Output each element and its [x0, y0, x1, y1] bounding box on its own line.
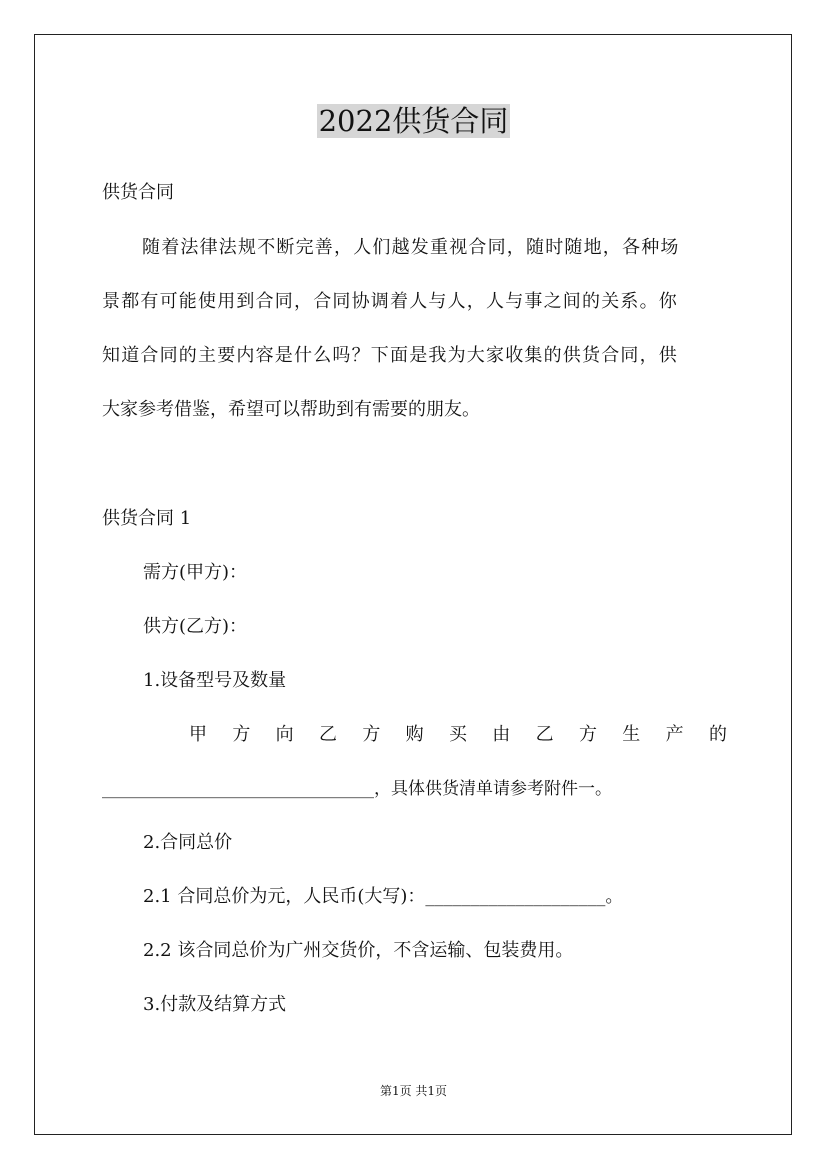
clause-1-char: 生	[622, 724, 641, 745]
clause-1-char: 乙	[535, 724, 554, 745]
clause-1-char: 方	[232, 724, 251, 745]
intro-line-4: 大家参考借鉴，希望可以帮助到有需要的朋友。	[102, 399, 480, 420]
document-heading: 供货合同	[102, 182, 174, 203]
page-footer: 第1页 共1页	[379, 1084, 448, 1098]
clause-1-char: 向	[275, 724, 294, 745]
clause-1-text	[189, 722, 727, 748]
intro-line-3: 知道合同的主要内容是什么吗？下面是我为大家收集的供货合同，供	[102, 345, 678, 366]
party-a-label: 需方(甲方)：	[143, 562, 248, 583]
clause-1-char: 由	[492, 724, 511, 745]
clause-2-2: 2.2 该合同总价为广州交货价，不含运输、包装费用。	[143, 940, 574, 961]
clause-1-char: 买	[448, 724, 467, 745]
clause-1-title: 1.设备型号及数量	[143, 670, 287, 691]
section-title: 供货合同 1	[102, 508, 192, 529]
clause-2-1: 2.1 合同总价为元，人民币(大写)：____________________。	[143, 886, 624, 907]
intro-line-1: 随着法律法规不断完善，人们越发重视合同，随时随地，各种场	[142, 237, 680, 258]
clause-1-char: 方	[362, 724, 381, 745]
clause-3-title: 3.付款及结算方式	[143, 994, 287, 1015]
intro-line-2: 景都有可能使用到合同，合同协调着人与人，人与事之间的关系。你	[102, 291, 678, 312]
clause-1-char: 乙	[318, 724, 337, 745]
clause-1-char: 方	[578, 724, 597, 745]
clause-1-char: 的	[708, 724, 727, 745]
clause-1-char: 购	[405, 724, 424, 745]
document-title-text: 2022供货合同	[318, 104, 509, 138]
party-b-label: 供方(乙方)：	[143, 616, 248, 637]
document-title	[0, 102, 827, 140]
clause-1-char: 产	[665, 724, 684, 745]
clause-1-char: 甲	[189, 724, 207, 745]
clause-2-title: 2.合同总价	[143, 832, 233, 853]
clause-1-text-cont: ________________________________，具体供货清单请参考附件一。	[102, 779, 612, 799]
